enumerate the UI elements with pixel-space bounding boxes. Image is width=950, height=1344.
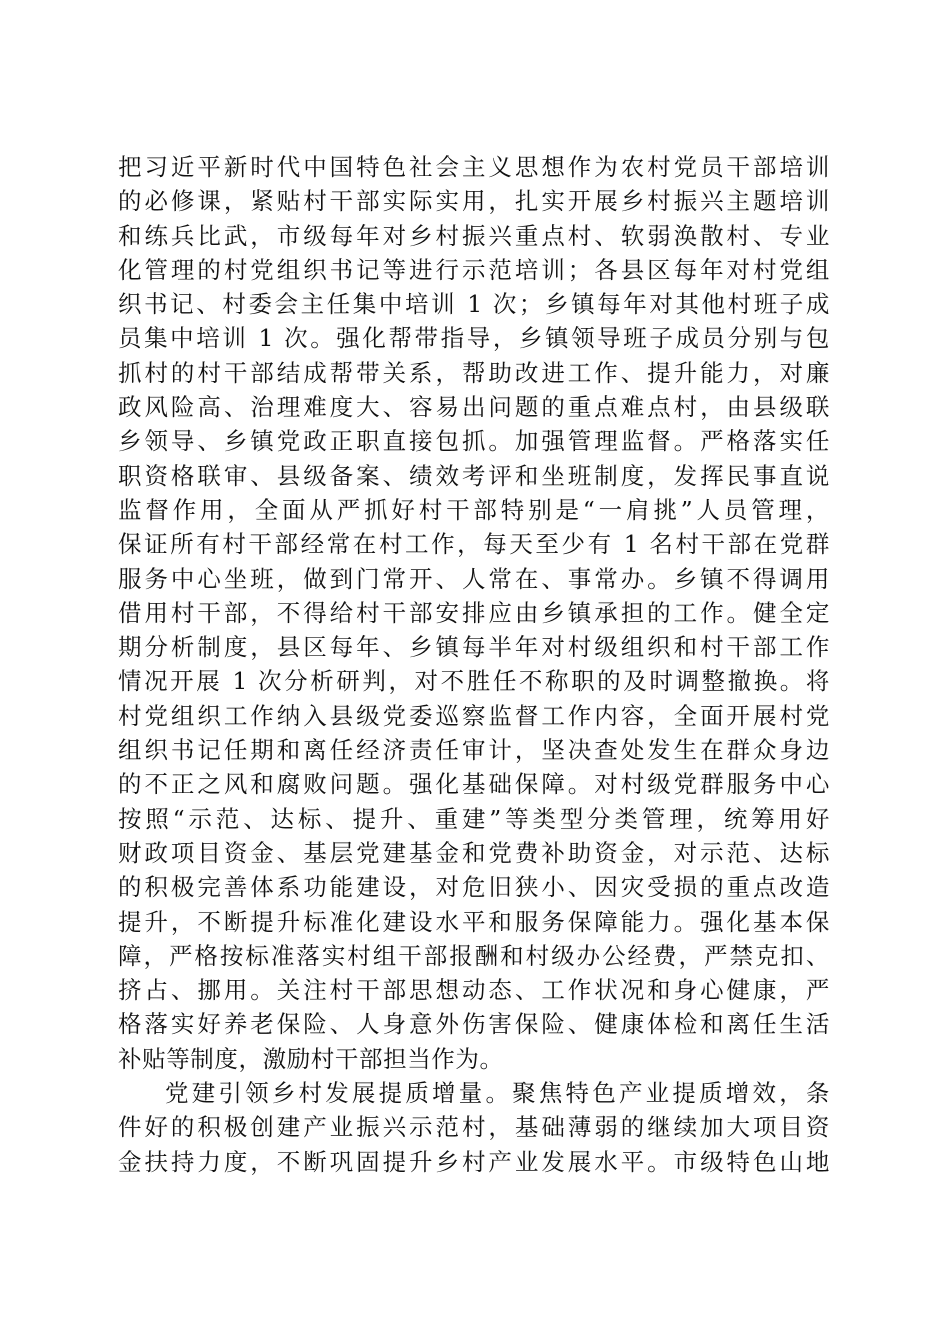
text-line: 格落实好养老保险、人身意外伤害保险、健康体检和离任生活 [118, 1010, 830, 1039]
text-line: 金扶持力度，不断巩固提升乡村产业发展水平。市级特色山地 [118, 1147, 830, 1176]
text-line: 挤占、挪用。关注村干部思想动态、工作状况和身心健康，严 [118, 976, 830, 1005]
text-line: 按照“示范、达标、提升、重建”等类型分类管理，统筹用好 [118, 804, 830, 833]
text-line: 提升，不断提升标准化建设水平和服务保障能力。强化基本保 [118, 907, 830, 936]
text-line: 借用村干部，不得给村干部安排应由乡镇承担的工作。健全定 [118, 598, 830, 627]
text-line: 期分析制度，县区每年、乡镇每半年对村级组织和村干部工作 [118, 633, 830, 662]
text-line: 的不正之风和腐败问题。强化基础保障。对村级党群服务中心 [118, 770, 830, 799]
text-line: 障，严格按标准落实村组干部报酬和村级办公经费，严禁克扣、 [118, 941, 830, 970]
text-line: 村党组织工作纳入县级党委巡察监督工作内容，全面开展村党 [118, 701, 830, 730]
text-line: 件好的积极创建产业振兴示范村，基础薄弱的继续加大项目资 [118, 1113, 830, 1142]
text-line: 的积极完善体系功能建设，对危旧狭小、因灾受损的重点改造 [118, 873, 830, 902]
text-line: 补贴等制度，激励村干部担当作为。 [118, 1044, 504, 1073]
text-line: 监督作用，全面从严抓好村干部特别是“一肩挑”人员管理， [118, 495, 830, 524]
text-line: 的必修课，紧贴村干部实际实用，扎实开展乡村振兴主题培训 [118, 187, 830, 216]
text-line: 保证所有村干部经常在村工作，每天至少有 1 名村干部在党群 [118, 530, 830, 559]
text-line: 乡领导、乡镇党政正职直接包抓。加强管理监督。严格落实任 [118, 427, 830, 456]
text-line: 财政项目资金、基层党建基金和党费补助资金，对示范、达标 [118, 838, 830, 867]
text-line: 员集中培训 1 次。强化帮带指导，乡镇领导班子成员分别与包 [118, 324, 830, 353]
text-line: 政风险高、治理难度大、容易出问题的重点难点村，由县级联 [118, 393, 830, 422]
text-line: 服务中心坐班，做到门常开、人常在、事常办。乡镇不得调用 [118, 564, 830, 593]
text-line: 织书记、村委会主任集中培训 1 次；乡镇每年对其他村班子成 [118, 290, 830, 319]
text-line: 职资格联审、县级备案、绩效考评和坐班制度，发挥民事直说 [118, 461, 830, 490]
text-line: 组织书记任期和离任经济责任审计，坚决查处发生在群众身边 [118, 736, 830, 765]
text-line: 党建引领乡村发展提质增量。聚焦特色产业提质增效，条 [165, 1079, 830, 1108]
text-line: 抓村的村干部结成帮带关系，帮助改进工作、提升能力，对廉 [118, 358, 830, 387]
paragraph-1 [118, 150, 830, 1076]
document-body [118, 150, 830, 1179]
text-line: 把习近平新时代中国特色社会主义思想作为农村党员干部培训 [118, 153, 830, 181]
text-line: 情况开展 1 次分析研判，对不胜任不称职的及时调整撤换。将 [118, 667, 830, 696]
text-line: 和练兵比武，市级每年对乡村振兴重点村、软弱涣散村、专业 [118, 221, 830, 250]
text-line: 化管理的村党组织书记等进行示范培训；各县区每年对村党组 [118, 255, 830, 284]
paragraph-2 [118, 1076, 830, 1179]
